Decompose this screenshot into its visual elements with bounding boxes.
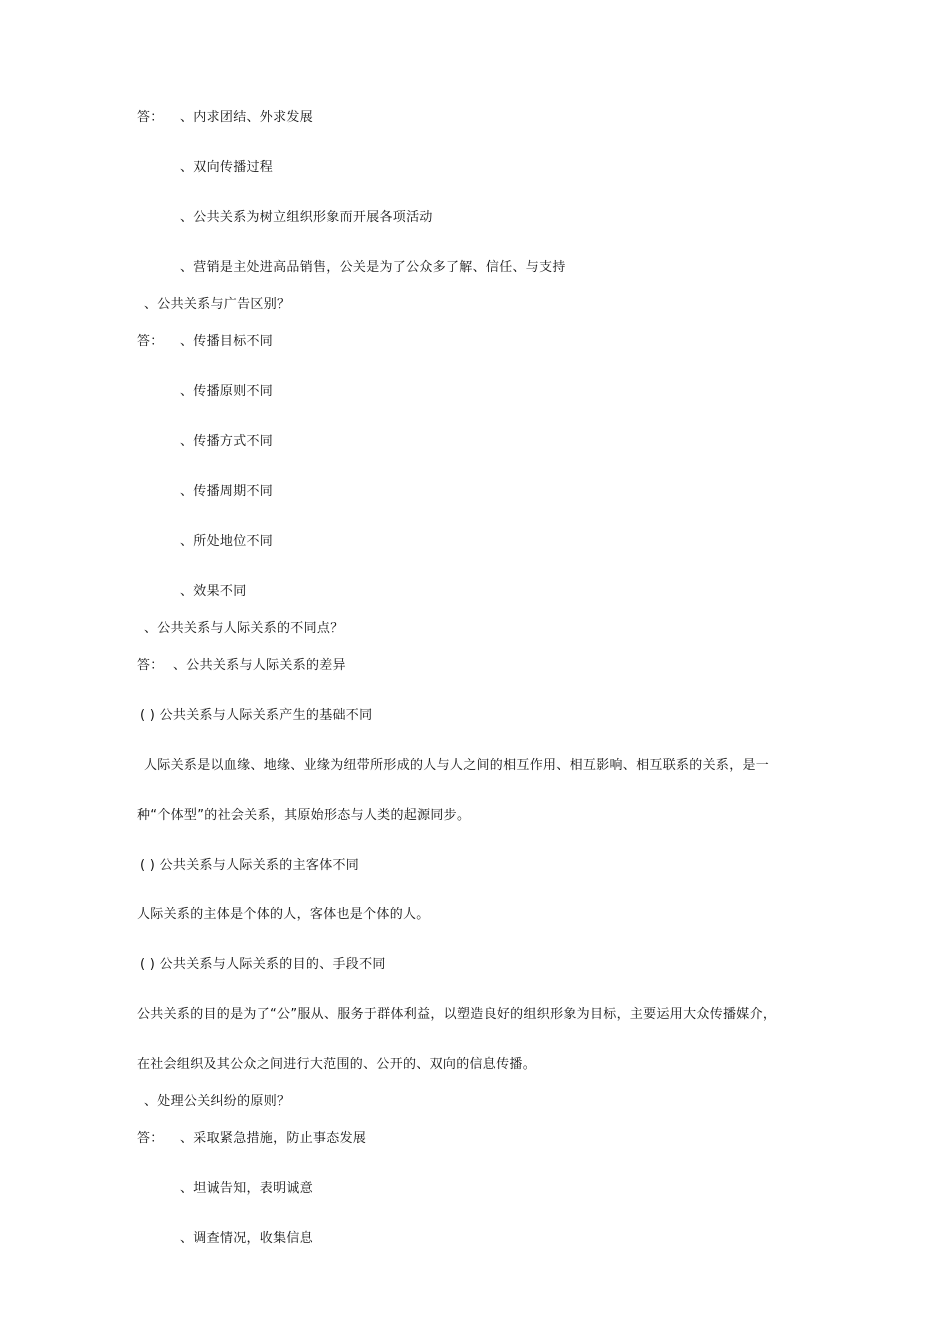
answer-item: 、营销是主处进高品销售，公关是为了公众多了解、信任、与支持 <box>180 260 566 275</box>
answer-item: 、双向传播过程 <box>180 160 274 175</box>
answer-label: 答： <box>137 658 164 673</box>
answer-item: 、传播原则不同 <box>180 384 274 399</box>
body-paragraph: 种“个体型”的社会关系，其原始形态与人类的起源同步。 <box>137 808 471 823</box>
answer-item: 、公共关系为树立组织形象而开展各项活动 <box>180 210 433 225</box>
sub-heading: ( ) 公共关系与人际关系产生的基础不同 <box>140 708 373 723</box>
answer-item: 、采取紧急措施，防止事态发展 <box>180 1131 367 1146</box>
body-paragraph: 人际关系的主体是个体的人，客体也是个体的人。 <box>137 907 430 922</box>
answer-item: 、传播周期不同 <box>180 484 274 499</box>
question-heading: 、公共关系与人际关系的不同点？ <box>144 621 344 636</box>
body-paragraph: 在社会组织及其公众之间进行大范围的、公开的、双向的信息传播。 <box>137 1057 537 1072</box>
answer-label: 答： <box>137 334 164 349</box>
body-paragraph: 人际关系是以血缘、地缘、业缘为纽带所形成的人与人之间的相互作用、相互影响、相互联系的关系，是一 <box>144 758 770 773</box>
question-heading: 、公共关系与广告区别？ <box>144 297 291 312</box>
answer-item: 、调查情况，收集信息 <box>180 1231 314 1246</box>
answer-label: 答： <box>137 1131 164 1146</box>
answer-item: 、内求团结、外求发展 <box>180 110 314 125</box>
answer-item: 、传播目标不同 <box>180 334 274 349</box>
body-paragraph: 公共关系的目的是为了“公”服从、服务于群体利益，以塑造良好的组织形象为目标，主要运用大众传播媒介， <box>137 1007 777 1022</box>
answer-item: 、效果不同 <box>180 584 247 599</box>
answer-label: 答： <box>137 110 164 125</box>
sub-heading: ( ) 公共关系与人际关系的目的、手段不同 <box>140 957 386 972</box>
answer-item: 、坦诚告知，表明诚意 <box>180 1181 314 1196</box>
answer-item: 、所处地位不同 <box>180 534 274 549</box>
answer-item: 、公共关系与人际关系的差异 <box>173 658 346 673</box>
answer-item: 、传播方式不同 <box>180 434 274 449</box>
sub-heading: ( ) 公共关系与人际关系的主客体不同 <box>140 858 360 873</box>
question-heading: 、处理公关纠纷的原则？ <box>144 1094 291 1109</box>
